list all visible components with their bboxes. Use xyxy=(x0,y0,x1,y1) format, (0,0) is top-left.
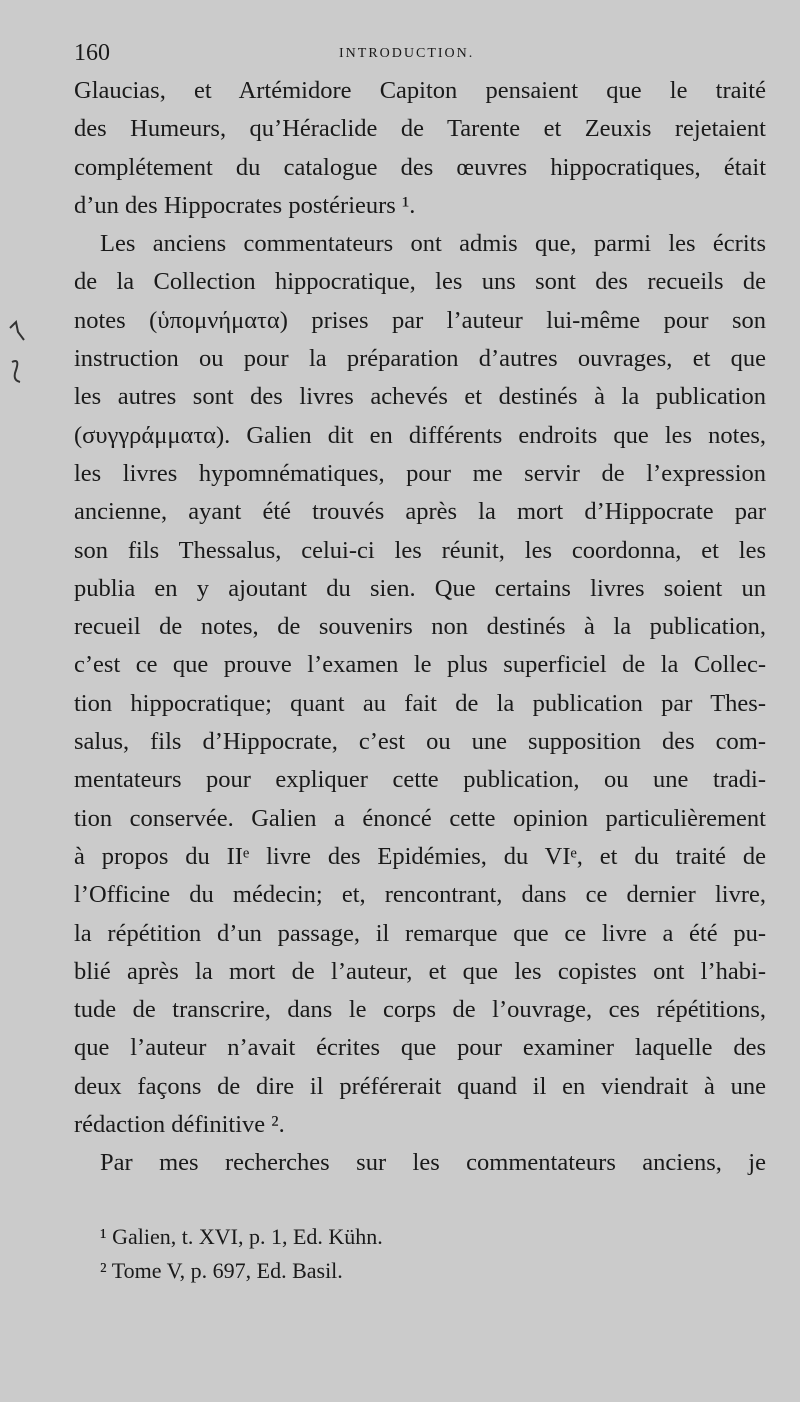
text-line: que l’auteur n’avait écrites que pour examiner laquelle des xyxy=(74,1034,766,1062)
text-line: les autres sont des livres achevés et destinés à la publication xyxy=(74,383,766,411)
footnotes xyxy=(100,1220,700,1288)
text-line: l’Officine du médecin; et, rencontrant, dans ce dernier livre, xyxy=(74,881,766,909)
text-line: les livres hypomnématiques, pour me servir de l’expression xyxy=(74,459,766,487)
text-line: son fils Thessalus, celui-ci les réunit, les coordonna, et les xyxy=(74,536,766,564)
footnote-1: ¹ Galien, t. XVI, p. 1, Ed. Kühn. xyxy=(100,1224,383,1249)
text-line: salus, fils d’Hippocrate, c’est ou une supposition des com- xyxy=(74,728,766,756)
text-line: (συγγράμματα). Galien dit en différents endroits que les notes, xyxy=(74,421,766,449)
text-line: Glaucias, et Artémidore Capiton pensaient que le traité xyxy=(74,77,766,104)
text-line: la répétition d’un passage, il remarque que ce livre a été pu- xyxy=(74,919,766,947)
text-line: instruction ou pour la préparation d’autres ouvrages, et que xyxy=(74,345,766,373)
text-line: recueil de notes, de souvenirs non destinés à la publication, xyxy=(74,613,766,641)
body-text xyxy=(74,72,766,1183)
text-line: d’un des Hippocrates postérieurs ¹. xyxy=(74,191,416,219)
paragraph-start-line: Les anciens commentateurs ont admis que, parmi les écrits xyxy=(100,230,766,258)
text-line: des Humeurs, qu’Héraclide de Tarente et Zeuxis rejetaient xyxy=(74,115,766,143)
text-line: notes (ὑπομνήματα) prises par l’auteur lui-même pour son xyxy=(74,306,766,334)
text-line: blié après la mort de l’auteur, et que les copistes ont l’habi- xyxy=(74,957,766,985)
text-line: tion hippocratique; quant au fait de la publication par Thes- xyxy=(74,689,766,717)
paragraph-start-line: Par mes recherches sur les commentateurs anciens, je xyxy=(100,1149,766,1177)
footnote-2: ² Tome V, p. 697, Ed. Basil. xyxy=(100,1258,343,1283)
running-head xyxy=(74,40,764,68)
pencil-margin-mark xyxy=(2,318,32,408)
text-line: à propos du IIᵉ livre des Epidémies, du VIᵉ, et du traité de xyxy=(74,842,766,870)
text-line: complétement du catalogue des œuvres hippocratiques, était xyxy=(74,153,766,181)
running-title: INTRODUCTION. xyxy=(339,46,475,61)
text-line: rédaction définitive ². xyxy=(74,1111,285,1139)
text-line: de la Collection hippocratique, les uns sont des recueils de xyxy=(74,268,766,296)
text-line: publia en y ajoutant du sien. Que certains livres soient un xyxy=(74,574,766,602)
page-number: 160 xyxy=(74,40,110,66)
text-line: ancienne, ayant été trouvés après la mort d’Hippocrate par xyxy=(74,498,766,526)
text-line: tion conservée. Galien a énoncé cette opinion particulièrement xyxy=(74,804,766,832)
text-line: c’est ce que prouve l’examen le plus superficiel de la Collec- xyxy=(74,651,766,679)
text-line: deux façons de dire il préférerait quand il en viendrait à une xyxy=(74,1072,766,1100)
text-line: tude de transcrire, dans le corps de l’ouvrage, ces répétitions, xyxy=(74,996,766,1024)
text-line: mentateurs pour expliquer cette publication, ou une tradi- xyxy=(74,766,766,794)
